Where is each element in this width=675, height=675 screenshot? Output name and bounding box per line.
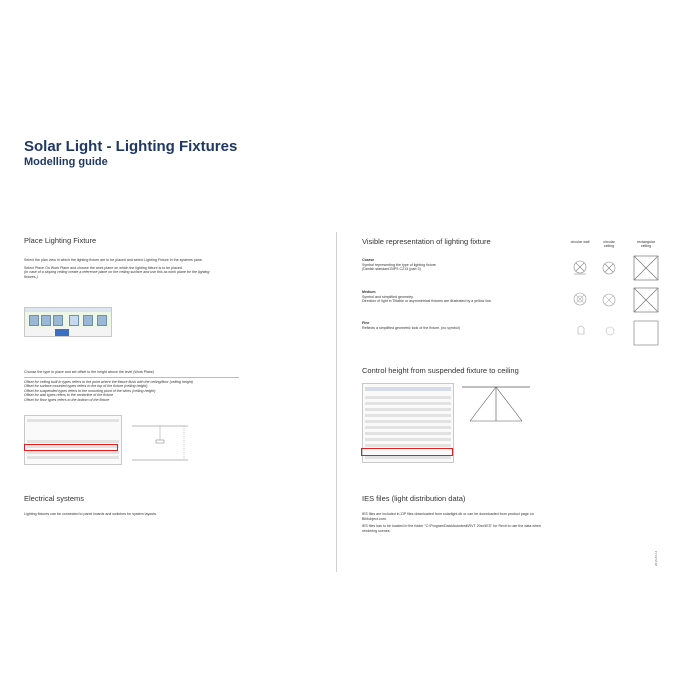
ribbon-screenshot	[24, 307, 112, 337]
medium-ceiling-symbol-icon	[600, 291, 618, 309]
fine-title: Fine	[362, 321, 370, 325]
property-row	[365, 456, 451, 459]
coarse-block	[362, 258, 562, 272]
property-row	[365, 426, 451, 429]
property-row	[365, 432, 451, 435]
fine-rect-symbol-icon	[633, 320, 659, 346]
property-header	[365, 387, 451, 391]
offset-line-5: Offset for floor types refers to the bottom of the fixture	[24, 397, 110, 402]
electrical-text: Lighting fixtures can be connected to panel boards and switches for system layouts.	[24, 512, 158, 516]
page-code: 2016-06-14	[654, 550, 658, 566]
medium-text-2: Direction of light in Tiltable or asymmetrical fixtures are illustrated by a yellow line.	[362, 299, 492, 304]
offset-line-1: Offset for ceiling built in types refers to the point where the fixture flush with the ceiling/floor (ceiling height)	[24, 379, 193, 384]
property-row	[365, 402, 451, 405]
height-highlight	[361, 448, 453, 456]
ies-text-block	[362, 512, 552, 536]
fine-block	[362, 321, 562, 330]
property-row	[365, 438, 451, 441]
offset-highlight	[24, 444, 118, 451]
elevation-sketch	[128, 420, 192, 462]
medium-wall-symbol-icon	[571, 290, 589, 308]
fine-ceiling-symbol-icon	[603, 324, 617, 338]
offset-section	[24, 370, 239, 403]
placement-dropdown	[55, 329, 69, 336]
fine-text: Reflects a simplified geometric look of the fixture. (no symbol)	[362, 325, 460, 330]
page-title: Solar Light - Lighting Fixtures	[24, 138, 238, 155]
ribbon-button-icon	[97, 315, 107, 326]
coarse-title: Coarse	[362, 258, 375, 262]
column-header-circular-ceiling: circular ceiling	[603, 240, 615, 248]
ribbon-button-icon	[83, 315, 93, 326]
ies-heading: IES files (light distribution data)	[362, 494, 466, 503]
properties-screenshot	[24, 415, 122, 465]
column-header-rectangular-ceiling: rectangular ceiling	[637, 240, 655, 248]
step-2-text: Select Place On Work Plane and choose the work plane on which the lighting fixture is to be placed.	[24, 265, 183, 270]
electrical-heading: Electrical systems	[24, 494, 85, 503]
property-row	[365, 444, 451, 447]
property-row	[27, 456, 119, 459]
medium-text-1: Symbol and simplified geometry.	[362, 294, 414, 299]
property-row	[27, 419, 119, 422]
ies-text-1: IES files are included in ZIP files downloaded from solarlight.dk or can be downloaded from product page on BIMobject.com.	[362, 512, 534, 521]
step-2-note: (In case of a sloping ceiling create a reference plane on the ceiling surface and use this as work plane for the lighting fixtures.)	[24, 270, 210, 279]
property-row	[27, 440, 119, 443]
ribbon-button-icon	[53, 315, 63, 326]
visible-rep-heading: Visible representation of lighting fixture	[362, 237, 491, 246]
offset-line-3: Offset for suspended types refers to the mounting point of the wires (ceiling height)	[24, 388, 156, 393]
coarse-ceiling-symbol-icon	[600, 259, 618, 277]
coarse-wall-symbol-icon	[571, 258, 589, 276]
coarse-text-2: (Danish standard BIPS C213 (part 3)	[362, 267, 421, 272]
ribbon-button-icon	[29, 315, 39, 326]
property-row	[365, 420, 451, 423]
step-3-text: Choose the type to place and set offset to the height above the level (Work Plane)	[24, 370, 155, 374]
property-row	[365, 396, 451, 399]
suspension-sketch	[460, 383, 532, 425]
ribbon-button-icon	[41, 315, 51, 326]
offset-line-2: Offset for surface mounted types refers to the top of the fixture (ceiling height)	[24, 384, 148, 389]
offset-line-4: Offset for wall types refers to the centerline of the fixture	[24, 393, 114, 398]
step-1-text: Select the plan view in which the lighting fixture are to be placed and select Lighting Fixture in the systems pane.	[24, 258, 203, 262]
coarse-text-1: Symbol representing the type of lighting fixture	[362, 262, 436, 267]
coarse-rect-symbol-icon	[633, 255, 659, 281]
medium-rect-symbol-icon	[633, 287, 659, 313]
fine-wall-symbol-icon	[574, 322, 588, 338]
medium-title: Medium	[362, 290, 376, 294]
separator-line	[24, 377, 239, 378]
place-fixture-heading: Place Lighting Fixture	[24, 236, 97, 245]
control-height-heading: Control height from suspended fixture to ceiling	[362, 366, 519, 375]
place-fixture-steps	[24, 258, 224, 282]
ribbon-button-icon	[69, 315, 79, 326]
property-row	[365, 414, 451, 417]
ies-text-2: IES files has to be located in the folder "C:\ProgramData\Autodesk\RVT 20xx\IES" for Revit to use the data when rendering scenes.	[362, 524, 542, 533]
column-header-circular-wall: circular wall	[570, 240, 590, 244]
property-row	[27, 451, 119, 454]
page-subtitle: Modelling guide	[24, 156, 108, 168]
property-row	[365, 408, 451, 411]
medium-block	[362, 290, 572, 304]
type-properties-screenshot	[362, 383, 454, 463]
column-divider	[336, 232, 337, 572]
